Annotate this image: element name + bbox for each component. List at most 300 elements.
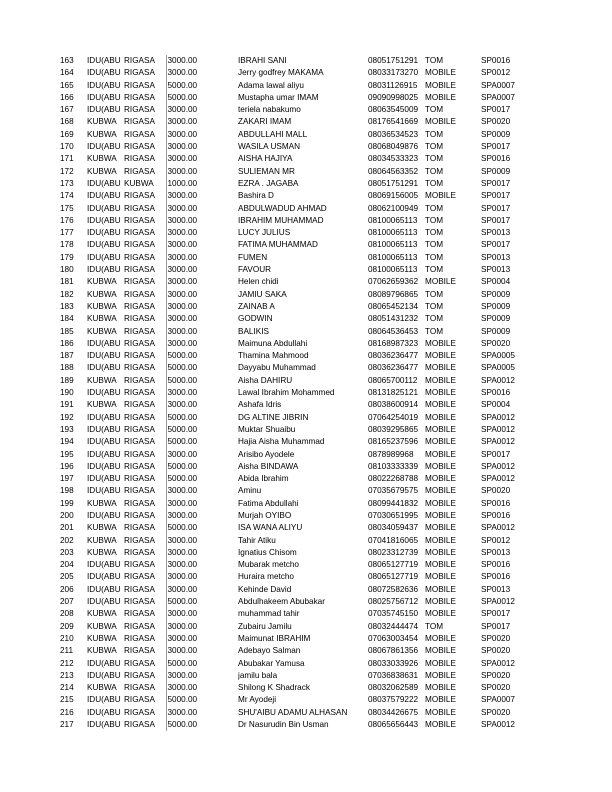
serial-number-cell: 180: [60, 265, 74, 275]
agent-code-cell: SP0009: [481, 301, 511, 311]
beneficiary-name-cell: Muktar Shuaibu: [238, 424, 296, 434]
phone-number-cell: 08036236477: [368, 363, 419, 373]
table-row: [60, 313, 531, 325]
beneficiary-name-cell: Aisha BINDAWA: [238, 461, 299, 471]
serial-number-cell: 181: [60, 277, 74, 287]
location-cell: RIGASA: [124, 560, 155, 570]
amount-cell: 5000.00: [166, 694, 238, 706]
area-cell: KUBWA: [87, 314, 117, 324]
table-row: [60, 535, 531, 547]
serial-number-cell: 208: [60, 609, 74, 619]
location-cell: RIGASA: [124, 265, 155, 275]
serial-number-cell: 175: [60, 203, 74, 213]
location-cell: RIGASA: [124, 191, 155, 201]
network-cell: TOM: [425, 289, 444, 299]
agent-code-cell: SPA0007: [481, 695, 515, 705]
records-body: [60, 55, 531, 731]
table-row: [60, 141, 531, 153]
location-cell: RIGASA: [124, 646, 155, 656]
location-cell: RIGASA: [124, 683, 155, 693]
amount-cell: 3000.00: [166, 498, 238, 510]
location-cell: RIGASA: [124, 117, 155, 127]
beneficiary-name-cell: Aisha DAHIRU: [238, 375, 293, 385]
phone-number-cell: 08051431232: [368, 314, 419, 324]
location-cell: RIGASA: [124, 142, 155, 152]
location-cell: RIGASA: [124, 486, 155, 496]
beneficiary-name-cell: FUMEN: [238, 252, 268, 262]
network-cell: MOBILE: [425, 375, 456, 385]
serial-number-cell: 215: [60, 695, 74, 705]
area-cell: IDU(ABU: [87, 474, 121, 484]
serial-number-cell: 199: [60, 498, 74, 508]
amount-cell: 3000.00: [166, 449, 238, 461]
network-cell: TOM: [425, 265, 444, 275]
agent-code-cell: SP0020: [481, 117, 511, 127]
area-cell: KUBWA: [87, 129, 117, 139]
area-cell: KUBWA: [87, 646, 117, 656]
serial-number-cell: 190: [60, 388, 74, 398]
amount-cell: 5000.00: [166, 719, 238, 731]
network-cell: TOM: [425, 203, 444, 213]
serial-number-cell: 186: [60, 338, 74, 348]
agent-code-cell: SP0020: [481, 670, 511, 680]
serial-number-cell: 197: [60, 474, 74, 484]
phone-number-cell: 07062659362: [368, 277, 419, 287]
agent-code-cell: SPA0012: [481, 523, 515, 533]
serial-number-cell: 169: [60, 129, 74, 139]
serial-number-cell: 170: [60, 142, 74, 152]
location-cell: RIGASA: [124, 707, 155, 717]
amount-cell: 3000.00: [166, 227, 238, 239]
network-cell: MOBILE: [425, 117, 456, 127]
network-cell: TOM: [425, 301, 444, 311]
phone-number-cell: 08100065113: [368, 228, 418, 238]
phone-number-cell: 08100065113: [368, 240, 418, 250]
serial-number-cell: 176: [60, 215, 74, 225]
location-cell: RIGASA: [124, 388, 155, 398]
amount-cell: 5000.00: [166, 424, 238, 436]
network-cell: MOBILE: [425, 277, 456, 287]
agent-code-cell: SP0016: [481, 560, 511, 570]
area-cell: IDU(ABU: [87, 92, 121, 102]
network-cell: TOM: [425, 314, 444, 324]
location-cell: RIGASA: [124, 498, 155, 508]
location-cell: RIGASA: [124, 720, 155, 730]
agent-code-cell: SPA0005: [481, 363, 515, 373]
amount-cell: 5000.00: [166, 596, 238, 608]
amount-cell: 3000.00: [166, 485, 238, 497]
table-row: [60, 178, 531, 190]
table-row: [60, 166, 531, 178]
table-row: [60, 498, 531, 510]
area-cell: KUBWA: [87, 289, 117, 299]
amount-cell: 3000.00: [166, 608, 238, 620]
phone-number-cell: 08103333339: [368, 461, 419, 471]
serial-number-cell: 184: [60, 314, 74, 324]
phone-number-cell: 08100065113: [368, 252, 418, 262]
table-row: [60, 719, 531, 731]
serial-number-cell: 172: [60, 166, 74, 176]
serial-number-cell: 217: [60, 720, 74, 730]
beneficiary-name-cell: Maimuna Abdullahi: [238, 338, 308, 348]
agent-code-cell: SP0020: [481, 486, 511, 496]
location-cell: RIGASA: [124, 400, 155, 410]
amount-cell: 3000.00: [166, 104, 238, 116]
agent-code-cell: SP0020: [481, 683, 511, 693]
beneficiary-name-cell: Adebayo Salman: [238, 646, 301, 656]
beneficiary-name-cell: Murjah OYIBO: [238, 510, 292, 520]
agent-code-cell: SPA0012: [481, 658, 515, 668]
network-cell: MOBILE: [425, 523, 456, 533]
amount-cell: 3000.00: [166, 239, 238, 251]
location-cell: RIGASA: [124, 166, 155, 176]
agent-code-cell: SPA0012: [481, 461, 515, 471]
table-row: [60, 276, 531, 288]
network-cell: TOM: [425, 105, 444, 115]
phone-number-cell: 08036236477: [368, 351, 419, 361]
network-cell: MOBILE: [425, 68, 456, 78]
serial-number-cell: 203: [60, 547, 74, 557]
location-cell: RIGASA: [124, 670, 155, 680]
serial-number-cell: 182: [60, 289, 74, 299]
agent-code-cell: SPA0007: [481, 80, 515, 90]
location-cell: RIGASA: [124, 621, 155, 631]
agent-code-cell: SP0017: [481, 178, 511, 188]
area-cell: IDU(ABU: [87, 597, 121, 607]
area-cell: IDU(ABU: [87, 658, 121, 668]
table-row: [60, 670, 531, 682]
beneficiary-name-cell: Kehinde David: [238, 584, 292, 594]
beneficiary-name-cell: Helen chidi: [238, 277, 279, 287]
table-row: [60, 461, 531, 473]
serial-number-cell: 177: [60, 228, 74, 238]
beneficiary-name-cell: Fatima Abdullahi: [238, 498, 299, 508]
network-cell: MOBILE: [425, 338, 456, 348]
network-cell: MOBILE: [425, 92, 456, 102]
serial-number-cell: 189: [60, 375, 74, 385]
table-row: [60, 239, 531, 251]
area-cell: KUBWA: [87, 117, 117, 127]
phone-number-cell: 08025756712: [368, 597, 419, 607]
network-cell: MOBILE: [425, 597, 456, 607]
amount-cell: 3000.00: [166, 547, 238, 559]
serial-number-cell: 193: [60, 424, 74, 434]
network-cell: MOBILE: [425, 720, 456, 730]
serial-number-cell: 213: [60, 670, 74, 680]
beneficiary-name-cell: Ignatius Chisom: [238, 547, 297, 557]
area-cell: KUBWA: [87, 154, 117, 164]
beneficiary-name-cell: Arisibo Ayodele: [238, 449, 295, 459]
amount-cell: 5000.00: [166, 92, 238, 104]
serial-number-cell: 179: [60, 252, 74, 262]
network-cell: MOBILE: [425, 461, 456, 471]
agent-code-cell: SPA0012: [481, 375, 515, 385]
beneficiary-name-cell: BALIKIS: [238, 326, 269, 336]
table-row: [60, 104, 531, 116]
table-row: [60, 608, 531, 620]
phone-number-cell: 08131825121: [368, 388, 419, 398]
amount-cell: 3000.00: [166, 670, 238, 682]
area-cell: KUBWA: [87, 633, 117, 643]
table-row: [60, 326, 531, 338]
amount-cell: 3000.00: [166, 621, 238, 633]
amount-cell: 5000.00: [166, 473, 238, 485]
phone-number-cell: 08089796865: [368, 289, 419, 299]
network-cell: MOBILE: [425, 80, 456, 90]
beneficiary-name-cell: jamilu bala: [238, 670, 278, 680]
network-cell: MOBILE: [425, 498, 456, 508]
beneficiary-name-cell: GODWIN: [238, 314, 273, 324]
serial-number-cell: 216: [60, 707, 74, 717]
network-cell: MOBILE: [425, 609, 456, 619]
serial-number-cell: 194: [60, 437, 74, 447]
area-cell: IDU(ABU: [87, 707, 121, 717]
agent-code-cell: SP0013: [481, 584, 511, 594]
network-cell: TOM: [425, 326, 444, 336]
location-cell: RIGASA: [124, 203, 155, 213]
amount-cell: 3000.00: [166, 535, 238, 547]
phone-number-cell: 08034059437: [368, 523, 419, 533]
agent-code-cell: SP0016: [481, 498, 511, 508]
location-cell: RIGASA: [124, 351, 155, 361]
amount-cell: 3000.00: [166, 326, 238, 338]
phone-number-cell: 08064536453: [368, 326, 419, 336]
amount-cell: 3000.00: [166, 633, 238, 645]
serial-number-cell: 171: [60, 154, 74, 164]
agent-code-cell: SPA0012: [481, 474, 515, 484]
agent-code-cell: SP0012: [481, 68, 511, 78]
amount-cell: 3000.00: [166, 559, 238, 571]
table-row: [60, 485, 531, 497]
amount-cell: 3000.00: [166, 129, 238, 141]
location-cell: RIGASA: [124, 289, 155, 299]
serial-number-cell: 174: [60, 191, 74, 201]
agent-code-cell: SP0016: [481, 154, 511, 164]
table-row: [60, 252, 531, 264]
phone-number-cell: 07063003454: [368, 633, 419, 643]
beneficiary-name-cell: Bashira D: [238, 191, 274, 201]
agent-code-cell: SP0017: [481, 142, 511, 152]
location-cell: KUBWA: [124, 178, 154, 188]
phone-number-cell: 08031126915: [368, 80, 418, 90]
area-cell: IDU(ABU: [87, 486, 121, 496]
phone-number-cell: 08037579222: [368, 695, 419, 705]
location-cell: RIGASA: [124, 326, 155, 336]
table-row: [60, 682, 531, 694]
phone-number-cell: 09090998025: [368, 92, 419, 102]
table-row: [60, 190, 531, 202]
area-cell: IDU(ABU: [87, 424, 121, 434]
network-cell: TOM: [425, 240, 444, 250]
agent-code-cell: SP0009: [481, 129, 511, 139]
amount-cell: 3000.00: [166, 67, 238, 79]
beneficiary-name-cell: muhammad tahir: [238, 609, 300, 619]
amount-cell: 5000.00: [166, 658, 238, 670]
area-cell: IDU(ABU: [87, 252, 121, 262]
network-cell: TOM: [425, 215, 444, 225]
network-cell: TOM: [425, 228, 444, 238]
area-cell: IDU(ABU: [87, 363, 121, 373]
network-cell: TOM: [425, 56, 444, 65]
area-cell: IDU(ABU: [87, 142, 121, 152]
amount-cell: 5000.00: [166, 461, 238, 473]
location-cell: RIGASA: [124, 424, 155, 434]
phone-number-cell: 08033173270: [368, 68, 419, 78]
serial-number-cell: 187: [60, 351, 74, 361]
network-cell: MOBILE: [425, 486, 456, 496]
agent-code-cell: SP0017: [481, 203, 511, 213]
serial-number-cell: 188: [60, 363, 74, 373]
agent-code-cell: SP0009: [481, 314, 511, 324]
beneficiary-name-cell: ISA WANA ALIYU: [238, 523, 303, 533]
table-row: [60, 412, 531, 424]
phone-number-cell: 08034533323: [368, 154, 419, 164]
beneficiary-name-cell: ZAINAB A: [238, 301, 275, 311]
phone-number-cell: 08039295865: [368, 424, 419, 434]
location-cell: RIGASA: [124, 437, 155, 447]
beneficiary-name-cell: WASILA USMAN: [238, 142, 301, 152]
serial-number-cell: 212: [60, 658, 74, 668]
table-row: [60, 399, 531, 411]
phone-number-cell: 08072582636: [368, 584, 419, 594]
serial-number-cell: 185: [60, 326, 74, 336]
beneficiary-name-cell: Aminu: [238, 486, 262, 496]
amount-cell: 3000.00: [166, 682, 238, 694]
amount-cell: 3000.00: [166, 510, 238, 522]
phone-number-cell: 08099441832: [368, 498, 419, 508]
serial-number-cell: 163: [60, 56, 74, 65]
phone-number-cell: 08176541669: [368, 117, 419, 127]
agent-code-cell: SP0009: [481, 326, 511, 336]
area-cell: IDU(ABU: [87, 388, 121, 398]
phone-number-cell: 07035745150: [368, 609, 419, 619]
phone-number-cell: 08038600914: [368, 400, 419, 410]
phone-number-cell: 08068049876: [368, 142, 419, 152]
phone-number-cell: 08165237596: [368, 437, 419, 447]
location-cell: RIGASA: [124, 547, 155, 557]
amount-cell: 3000.00: [166, 166, 238, 178]
area-cell: IDU(ABU: [87, 560, 121, 570]
serial-number-cell: 204: [60, 560, 74, 570]
amount-cell: 3000.00: [166, 313, 238, 325]
network-cell: TOM: [425, 142, 444, 152]
beneficiary-name-cell: Tahir Atiku: [238, 535, 276, 545]
area-cell: KUBWA: [87, 609, 117, 619]
agent-code-cell: SPA0012: [481, 720, 515, 730]
agent-code-cell: SP0020: [481, 633, 511, 643]
location-cell: RIGASA: [124, 375, 155, 385]
amount-cell: 3000.00: [166, 571, 238, 583]
serial-number-cell: 168: [60, 117, 74, 127]
phone-number-cell: 07030651995: [368, 510, 419, 520]
location-cell: RIGASA: [124, 215, 155, 225]
beneficiary-name-cell: ZAKARI IMAM: [238, 117, 292, 127]
area-cell: IDU(ABU: [87, 720, 121, 730]
serial-number-cell: 202: [60, 535, 74, 545]
area-cell: IDU(ABU: [87, 670, 121, 680]
amount-cell: 1000.00: [166, 178, 238, 190]
agent-code-cell: SP0020: [481, 646, 511, 656]
beneficiary-name-cell: IBRAHI SANI: [238, 56, 287, 65]
phone-number-cell: 08065127719: [368, 560, 419, 570]
amount-cell: 5000.00: [166, 350, 238, 362]
amount-cell: 3000.00: [166, 141, 238, 153]
location-cell: RIGASA: [124, 523, 155, 533]
beneficiary-name-cell: FAVOUR: [238, 265, 272, 275]
beneficiary-name-cell: Dr Nasurudin Bin Usman: [238, 720, 329, 730]
serial-number-cell: 211: [60, 646, 74, 656]
serial-number-cell: 207: [60, 597, 74, 607]
area-cell: IDU(ABU: [87, 695, 121, 705]
phone-number-cell: 07035679575: [368, 486, 419, 496]
area-cell: KUBWA: [87, 535, 117, 545]
network-cell: MOBILE: [425, 572, 456, 582]
table-row: [60, 375, 531, 387]
amount-cell: 3000.00: [166, 584, 238, 596]
table-row: [60, 92, 531, 104]
agent-code-cell: SP0017: [481, 240, 511, 250]
agent-code-cell: SP0009: [481, 289, 511, 299]
location-cell: RIGASA: [124, 633, 155, 643]
table-row: [60, 227, 531, 239]
beneficiary-name-cell: Mustapha umar IMAM: [238, 92, 319, 102]
agent-code-cell: SP0016: [481, 510, 511, 520]
amount-cell: 3000.00: [166, 387, 238, 399]
agent-code-cell: SP0013: [481, 228, 511, 238]
agent-code-cell: SP0016: [481, 56, 511, 65]
location-cell: RIGASA: [124, 474, 155, 484]
beneficiary-name-cell: Adama lawal aliyu: [238, 80, 304, 90]
table-row: [60, 633, 531, 645]
agent-code-cell: SPA0005: [481, 351, 515, 361]
area-cell: IDU(ABU: [87, 338, 121, 348]
location-cell: RIGASA: [124, 92, 155, 102]
location-cell: RIGASA: [124, 105, 155, 115]
location-cell: RIGASA: [124, 658, 155, 668]
beneficiary-name-cell: Abdulhakeem Abubakar: [238, 597, 325, 607]
location-cell: RIGASA: [124, 695, 155, 705]
beneficiary-name-cell: FATIMA MUHAMMAD: [238, 240, 318, 250]
area-cell: IDU(ABU: [87, 80, 121, 90]
amount-cell: 3000.00: [166, 264, 238, 276]
table-row: [60, 387, 531, 399]
beneficiary-name-cell: AISHA HAJIYA: [238, 154, 293, 164]
beneficiary-name-cell: SHU'AIBU ADAMU ALHASAN: [238, 707, 348, 717]
network-cell: TOM: [425, 252, 444, 262]
serial-number-cell: 210: [60, 633, 74, 643]
location-cell: RIGASA: [124, 56, 155, 65]
location-cell: RIGASA: [124, 609, 155, 619]
agent-code-cell: SP0016: [481, 388, 511, 398]
serial-number-cell: 178: [60, 240, 74, 250]
area-cell: KUBWA: [87, 301, 117, 311]
beneficiary-name-cell: LUCY JULIUS: [238, 228, 291, 238]
network-cell: MOBILE: [425, 388, 456, 398]
amount-cell: 5000.00: [166, 362, 238, 374]
phone-number-cell: 08065656443: [368, 720, 419, 730]
network-cell: TOM: [425, 166, 444, 176]
amount-cell: 3000.00: [166, 301, 238, 313]
amount-cell: 3000.00: [166, 153, 238, 165]
area-cell: KUBWA: [87, 683, 117, 693]
phone-number-cell: 08100065113: [368, 265, 418, 275]
agent-code-cell: SP0016: [481, 572, 511, 582]
amount-cell: 3000.00: [166, 289, 238, 301]
network-cell: MOBILE: [425, 683, 456, 693]
amount-cell: 3000.00: [166, 252, 238, 264]
location-cell: RIGASA: [124, 338, 155, 348]
table-row: [60, 203, 531, 215]
